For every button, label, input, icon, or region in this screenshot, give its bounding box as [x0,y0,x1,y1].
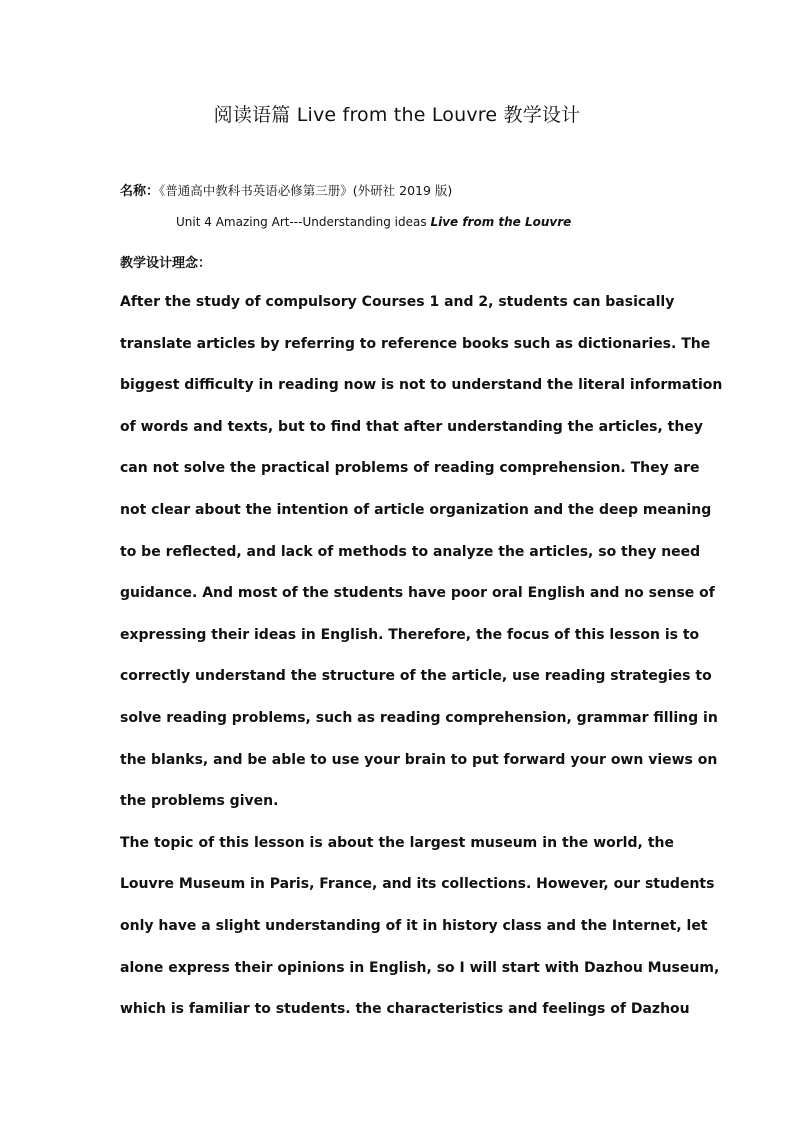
body-line: not clear about the intention of article organization and the deep meaning [120,502,712,518]
body-line: The topic of this lesson is about the largest museum in the world, the [120,835,674,851]
body-line: Louvre Museum in Paris, France, and its collections. However, our students [120,876,715,892]
body-line: correctly understand the structure of the article, use reading strategies to [120,668,712,684]
body-line: alone express their opinions in English, so I will start with Dazhou Museum, [120,960,720,976]
body-line: can not solve the practical problems of reading comprehension. They are [120,460,700,476]
body-line: to be reflected, and lack of methods to analyze the articles, so they need [120,544,701,560]
name-line [120,180,674,199]
name-label: 名称： [120,184,160,199]
unit-line [176,215,730,229]
design-concept-label: 教学设计理念： [120,256,212,271]
body-line: the blanks, and be able to use your brain to put forward your own views on [120,752,718,768]
body-line: expressing their ideas in English. Therefore, the focus of this lesson is to [120,627,700,643]
course-name: 《普通高中教科书英语必修第三册》(外研社 2019 版) [159,183,453,198]
body-line: the problems given. [120,793,279,809]
body-line: biggest difficulty in reading now is not to understand the literal information [120,377,723,393]
body-line: of words and texts, but to find that after understanding the articles, they [120,419,703,435]
body-line: only have a slight understanding of it in history class and the Internet, let [120,918,708,934]
body-line: solve reading problems, such as reading comprehension, grammar filling in [120,710,718,726]
body-line: translate articles by referring to reference books such as dictionaries. The [120,336,711,352]
document-title: 阅读语篇 Live from the Louvre 教学设计 [213,104,581,126]
body-line: which is familiar to students. the characteristics and feelings of Dazhou [120,1001,690,1017]
unit-prefix: Unit 4 Amazing Art---Understanding ideas [176,215,431,229]
unit-title-italic: Live from the Louvre [430,215,572,229]
body-line: After the study of compulsory Courses 1 and 2, students can basically [120,294,675,310]
body-line: guidance. And most of the students have poor oral English and no sense of [120,585,715,601]
